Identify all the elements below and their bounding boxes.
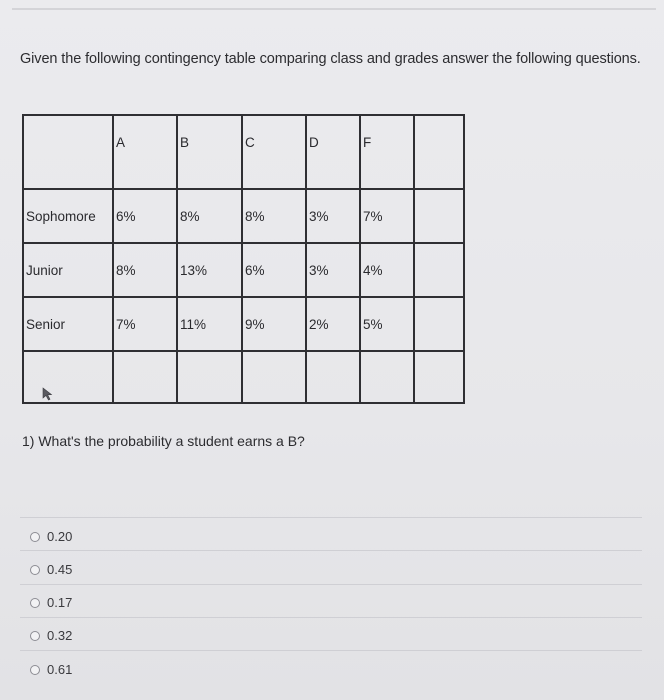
table-cell bbox=[177, 351, 242, 403]
table-cell bbox=[306, 351, 360, 403]
table-cell: 2% bbox=[306, 297, 360, 351]
radio-button[interactable] bbox=[30, 532, 40, 542]
table-cell: 3% bbox=[306, 189, 360, 243]
table-row bbox=[23, 351, 464, 403]
table-cell bbox=[113, 351, 177, 403]
table-cell: 3% bbox=[306, 243, 360, 297]
table-cell: 6% bbox=[113, 189, 177, 243]
answer-option[interactable] bbox=[30, 628, 72, 643]
table-row bbox=[23, 189, 464, 243]
table-header-cell: B bbox=[177, 115, 242, 189]
table-row bbox=[23, 297, 464, 351]
answer-option[interactable] bbox=[30, 595, 72, 610]
answer-divider bbox=[20, 650, 642, 651]
table-cell bbox=[414, 189, 464, 243]
answer-option[interactable] bbox=[30, 529, 72, 544]
answer-option-label: 0.61 bbox=[47, 662, 73, 677]
table-cell: 6% bbox=[242, 243, 306, 297]
table-cell bbox=[242, 351, 306, 403]
answer-option-label: 0.32 bbox=[47, 628, 73, 643]
table-cell bbox=[414, 243, 464, 297]
row-label: Senior bbox=[23, 297, 113, 351]
table-header-cell: A bbox=[113, 115, 177, 189]
row-label: Junior bbox=[23, 243, 113, 297]
row-label bbox=[23, 351, 113, 403]
answer-option-label: 0.17 bbox=[47, 595, 73, 610]
answer-divider bbox=[20, 517, 642, 518]
answer-option-label: 0.45 bbox=[47, 562, 73, 577]
table-header-cell bbox=[414, 115, 464, 189]
table-cell: 8% bbox=[242, 189, 306, 243]
table-header-row bbox=[23, 115, 464, 189]
instructions-text: Given the following contingency table comparing class and grades answer the following questions. bbox=[20, 51, 641, 67]
table-cell: 8% bbox=[113, 243, 177, 297]
table-cell: 9% bbox=[242, 297, 306, 351]
mouse-cursor-icon bbox=[42, 387, 54, 401]
table-cell: 8% bbox=[177, 189, 242, 243]
table-cell bbox=[414, 297, 464, 351]
table-header-cell: F bbox=[360, 115, 414, 189]
radio-button[interactable] bbox=[30, 665, 40, 675]
row-label: Sophomore bbox=[23, 189, 113, 243]
table-header-cell: D bbox=[306, 115, 360, 189]
table-cell: 11% bbox=[177, 297, 242, 351]
answer-option[interactable] bbox=[30, 662, 72, 677]
answer-option-label: 0.20 bbox=[47, 529, 73, 544]
top-divider bbox=[12, 8, 656, 10]
radio-button[interactable] bbox=[30, 631, 40, 641]
table-cell: 13% bbox=[177, 243, 242, 297]
question-text: 1) What's the probability a student earns a B? bbox=[22, 433, 305, 449]
table-cell: 7% bbox=[360, 189, 414, 243]
answer-divider bbox=[20, 617, 642, 618]
table-row bbox=[23, 243, 464, 297]
radio-button[interactable] bbox=[30, 565, 40, 575]
contingency-table bbox=[22, 114, 465, 404]
table-cell: 5% bbox=[360, 297, 414, 351]
table-cell bbox=[414, 351, 464, 403]
answer-divider bbox=[20, 584, 642, 585]
table-header-cell bbox=[23, 115, 113, 189]
table-cell bbox=[360, 351, 414, 403]
table-header-cell: C bbox=[242, 115, 306, 189]
answer-option[interactable] bbox=[30, 562, 72, 577]
table-cell: 4% bbox=[360, 243, 414, 297]
table-cell: 7% bbox=[113, 297, 177, 351]
radio-button[interactable] bbox=[30, 598, 40, 608]
answer-divider bbox=[20, 550, 642, 551]
